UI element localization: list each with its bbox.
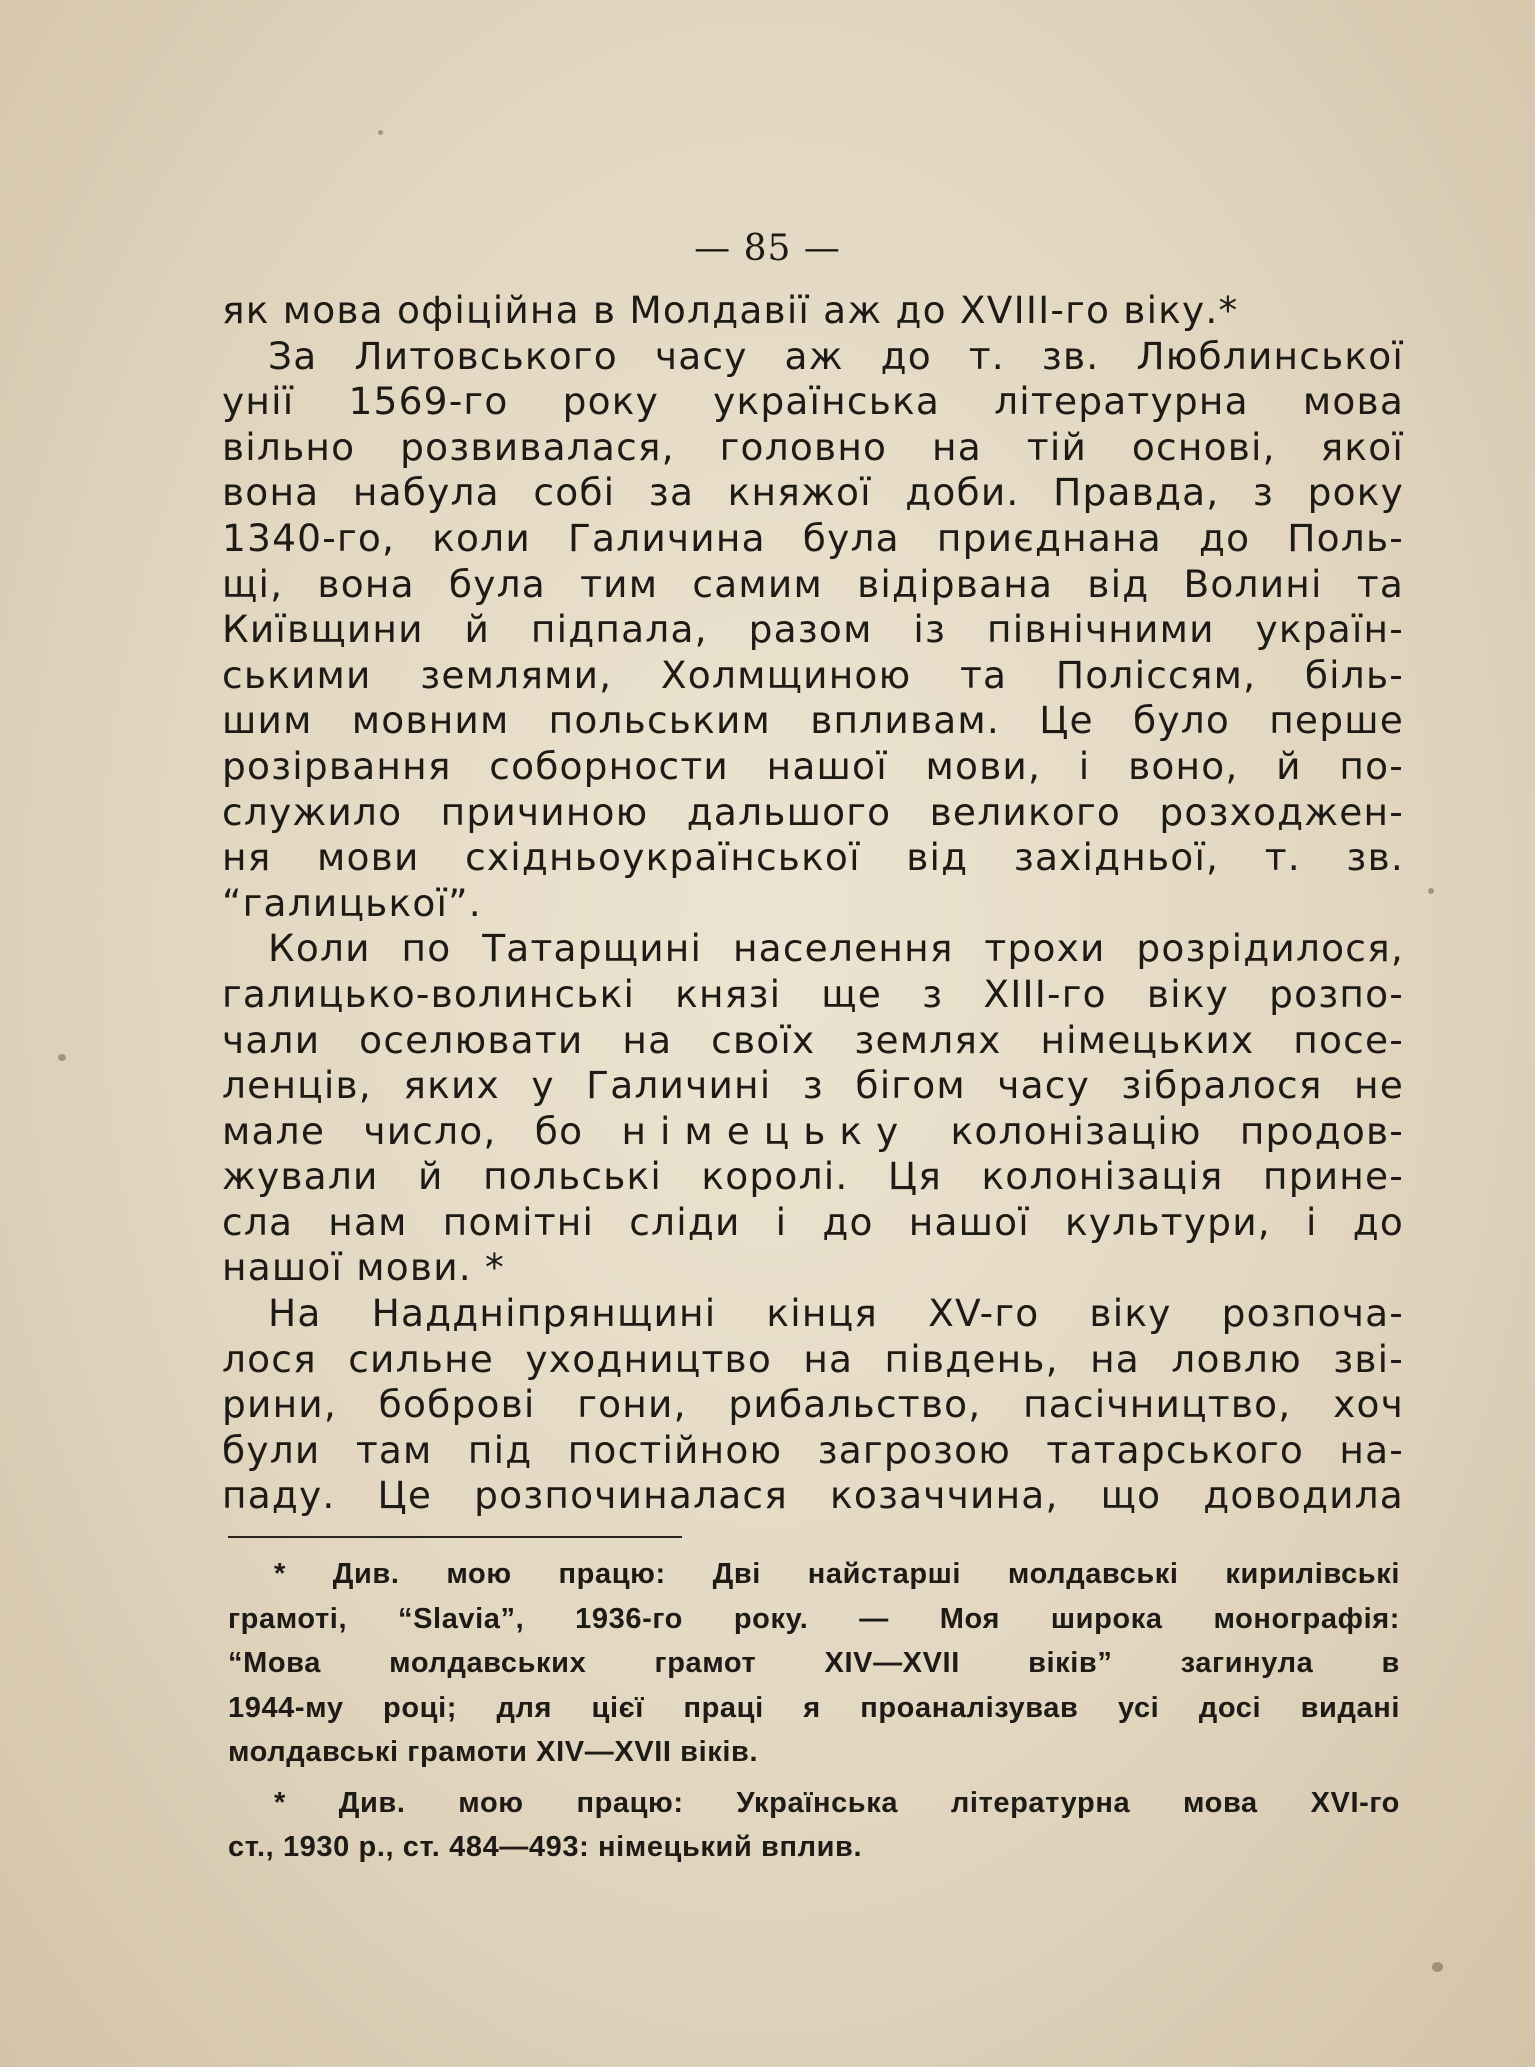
text-line: чали оселювати на своїх землях німецьких посе- [222, 1017, 1404, 1062]
paper-speck [1432, 1962, 1443, 1972]
text-line: вільно розвивалася, головно на тій основі, якої [222, 424, 1404, 469]
footnote-line: ст., 1930 р., ст. 484—493: німецький вплив. [228, 1831, 863, 1863]
text-fragment: мале число, бо [222, 1108, 584, 1153]
body-text [222, 288, 1404, 1519]
paper-speck [378, 130, 383, 135]
footnote-separator-rule [228, 1536, 682, 1538]
text-line: сла нам помітні сліди і до нашої культури, і до [222, 1199, 1404, 1244]
page-number: — 85 — [694, 228, 841, 269]
text-line: ленців, яких у Галичині з бігом часу зібралося не [222, 1063, 1404, 1108]
footnote-line: * Див. мою працю: Дві найстарші молдавські кирилівські [274, 1558, 1400, 1590]
text-line: “галицької”. [222, 880, 482, 925]
text-line: галицько-волинські князі ще з XIII-го віку розпо- [222, 971, 1404, 1016]
text-line: жували й польські королі. Ця колонізація прине- [222, 1154, 1404, 1199]
text-line: вона набула собі за княжої доби. Правда, з року [222, 470, 1404, 515]
text-line: були там під постійною загрозою татарського на- [222, 1427, 1404, 1472]
text-line: Київщини й підпала, разом із північними україн- [222, 607, 1404, 652]
text-line: На Наддніпрянщині кінця XV-го віку розпоча- [268, 1291, 1404, 1336]
footnotes [228, 1552, 1400, 1870]
text-line: рини, боброві гони, рибальство, пасічництво, хоч [222, 1382, 1404, 1427]
text-line: паду. Це розпочиналася козаччина, що доводила [222, 1473, 1404, 1518]
spaced-emphasis-word: німецьку [621, 1108, 913, 1153]
footnote-line: 1944-му році; для цієї праці я проаналізував усі досі видані [228, 1691, 1400, 1724]
text-line: За Литовського часу аж до т. зв. Люблинської [268, 333, 1404, 378]
text-line: шим мовним польським впливам. Це було перше [222, 698, 1404, 743]
text-line: нашої мови. * [222, 1245, 505, 1290]
text-line: лося сильне уходництво на південь, на ловлю зві- [222, 1336, 1404, 1381]
text-line: як мова офіційна в Молдавії аж до XVIII-го віку.* [222, 288, 1239, 332]
text-fragment: колонізацію продов- [950, 1108, 1404, 1153]
text-line: розірвання соборности нашої мови, і воно, й по- [222, 743, 1404, 788]
paper-speck [58, 1054, 66, 1061]
text-line: унії 1569-го року українська літературна мова [222, 379, 1404, 424]
footnote-line: * Див. мою працю: Українська літературна мова XVI-го [274, 1786, 1400, 1819]
footnote-line: молдавські грамоти XIV—XVII віків. [228, 1736, 759, 1768]
text-line: ськими землями, Холмщиною та Поліссям, біль- [222, 652, 1404, 697]
footnote-line: грамоті, “Slavia”, 1936-го року. — Моя широка монографія: [228, 1602, 1400, 1635]
text-line-with-spaced-word [222, 1109, 1404, 1155]
text-line: служило причиною дальшого великого розходжен- [222, 789, 1404, 834]
text-line: 1340-го, коли Галичина була приєднана до Поль- [222, 515, 1404, 560]
text-line: щі, вона була тим самим відірвана від Волині та [222, 561, 1404, 606]
text-line: Коли по Татарщині населення трохи розрідилося, [268, 926, 1404, 971]
paper-speck [1428, 888, 1434, 894]
footnote-line: “Мова молдавських грамот XIV—XVII віків” загинула в [228, 1647, 1400, 1679]
text-line: ня мови східньоукраїнської від західньої, т. зв. [222, 835, 1404, 880]
